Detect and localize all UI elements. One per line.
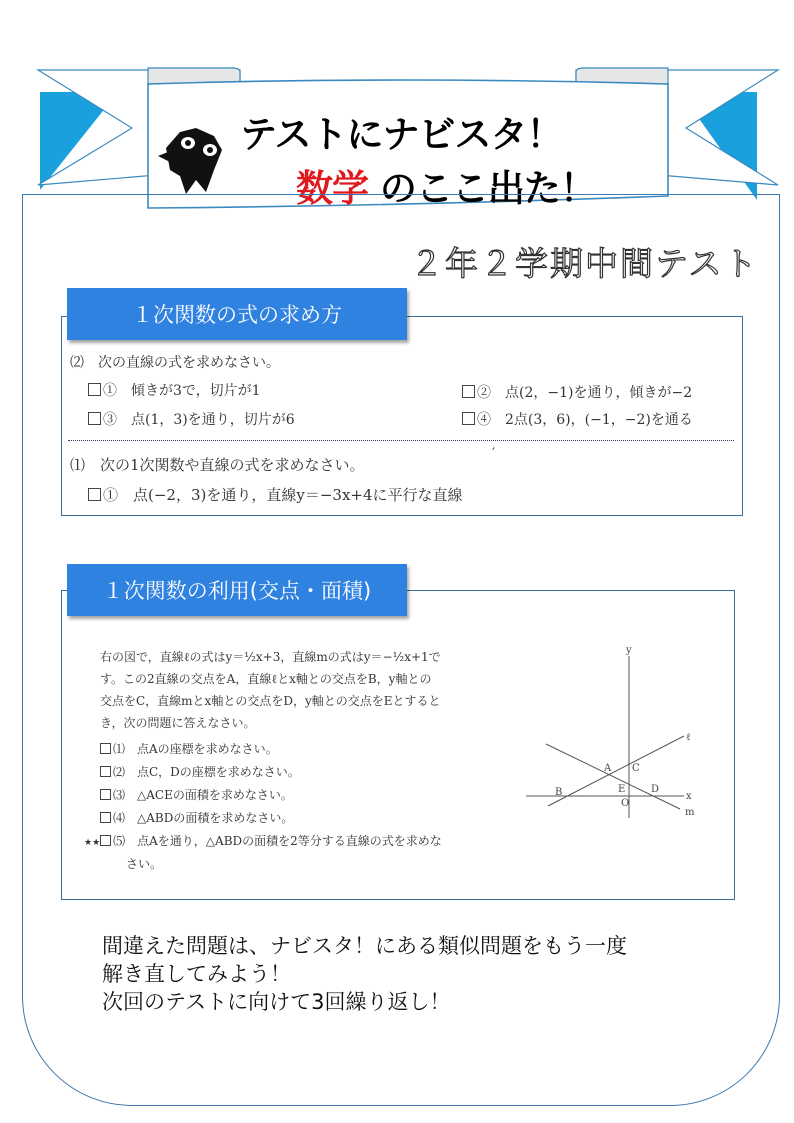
label-A: A — [604, 763, 612, 774]
label-x: x — [686, 791, 692, 802]
section2-intro-line4: き，次の問題に答えなさい。 — [100, 716, 256, 730]
coordinate-graph — [516, 640, 716, 824]
banner-title-rest: のここ出た！ — [368, 167, 596, 210]
section2-q3: ⑶ △ACEの面積を求めなさい。 — [100, 786, 293, 803]
footer-line3: 次回のテストに向けて3回繰り返し！ — [102, 990, 451, 1014]
section1-q2-item2: ② 点(2，−1)を通り，傾きが−2 — [462, 382, 692, 402]
line-m — [546, 744, 680, 809]
label-B: B — [555, 787, 563, 798]
section2-intro-line1: 右の図で，直線ℓの式はy＝½x+3，直線mの式はy＝−½x+1で — [100, 650, 441, 664]
label-l: ℓ — [686, 732, 691, 743]
checkbox[interactable] — [88, 488, 101, 501]
section1-q2-item3: ③ 点(1，3)を通り，切片が6 — [88, 409, 295, 429]
section2-q4: ⑷ △ABDの面積を求めなさい。 — [100, 809, 293, 826]
checkbox[interactable] — [100, 766, 111, 777]
section1-q2-heading: ⑵ 次の直線の式を求めなさい。 — [70, 355, 280, 371]
section2-intro-line2: す。この2直線の交点をA，直線ℓとx軸との交点をB，y軸との — [100, 672, 432, 686]
checkbox[interactable] — [100, 789, 111, 800]
checkbox[interactable] — [100, 812, 111, 823]
checkbox[interactable] — [100, 835, 111, 846]
section1-tab: １次関数の式の求め方 — [67, 288, 407, 340]
difficulty-stars: ★★ — [84, 838, 101, 848]
section2-intro-line3: 交点をC，直線mとx軸との交点をD，y軸との交点をEとすると — [100, 694, 441, 708]
checkbox[interactable] — [100, 743, 111, 754]
footer-line2: 解き直してみよう！ — [102, 962, 291, 986]
footer-message — [102, 932, 627, 1016]
banner-title-subject: 数学 — [296, 167, 368, 210]
label-m: m — [685, 807, 695, 818]
term-title: ２年２学期中間テスト — [410, 244, 759, 283]
section1-q1-heading: ⑴ 次の1次関数や直線の式を求めなさい。 — [70, 456, 365, 474]
banner-title-line1: テストにナビスタ！ — [240, 113, 563, 156]
section1-q2-item1: ① 傾きが3で，切片が1 — [88, 380, 261, 400]
checkbox[interactable] — [462, 385, 475, 398]
section2-q2: ⑵ 点C，Dの座標を求めなさい。 — [100, 763, 300, 780]
section2-q5-cont: さい。 — [126, 857, 163, 871]
stray-mark: ′ — [492, 446, 496, 462]
label-C: C — [632, 763, 640, 774]
label-O: O — [621, 798, 630, 809]
label-D: D — [651, 784, 660, 795]
checkbox[interactable] — [88, 412, 101, 425]
checkbox[interactable] — [462, 412, 475, 425]
section1-divider — [68, 440, 734, 441]
label-y: y — [626, 645, 632, 656]
section2-q5: ★★ ⑸ 点Aを通り，△ABDの面積を2等分する直線の式を求めな — [84, 834, 442, 848]
section2-tab: １次関数の利用(交点・面積) — [67, 564, 407, 616]
checkbox[interactable] — [88, 383, 101, 396]
footer-line1: 間違えた問題は、ナビスタ！にある類似問題をもう一度 — [102, 934, 627, 958]
section1-q2-item4: ④ 2点(3，6)，(−1，−2)を通る — [462, 409, 693, 429]
section2-q1: ⑴ 点Aの座標を求めなさい。 — [100, 740, 278, 757]
section1-q1-item1: ① 点(−2，3)を通り，直線y＝−3x+4に平行な直線 — [88, 484, 463, 505]
label-E: E — [618, 784, 626, 795]
